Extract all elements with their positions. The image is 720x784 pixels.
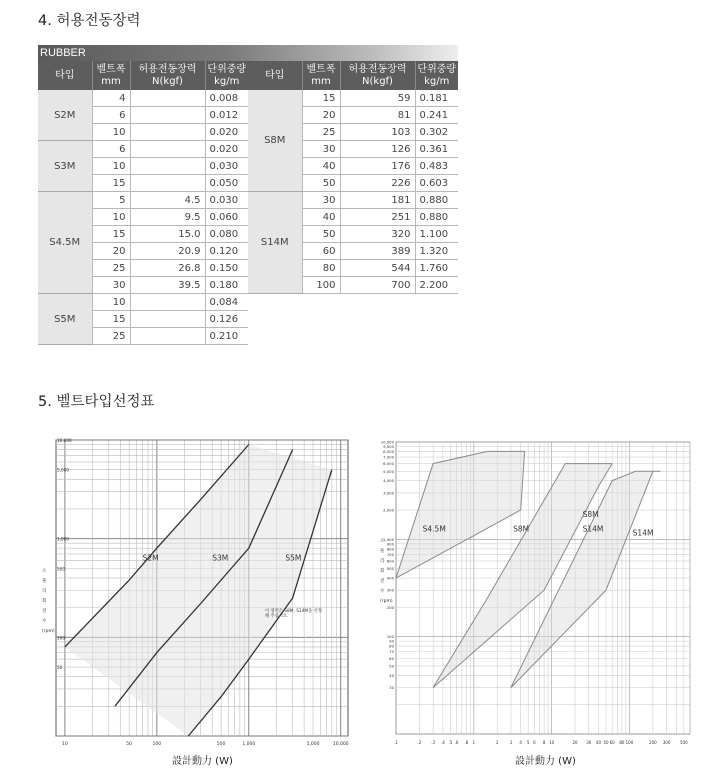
y-tick-label: 10,000 bbox=[380, 439, 394, 445]
table-row bbox=[38, 141, 248, 158]
weight-cell: 2.200 bbox=[415, 277, 458, 294]
section-5-title: 5. 벨트타입선정표 bbox=[38, 394, 155, 410]
y-tick-label: 400 bbox=[386, 575, 394, 581]
y-tick-label: 80 bbox=[389, 643, 394, 649]
region-label-s45m: S4.5M bbox=[422, 524, 446, 534]
table-header-left bbox=[38, 61, 248, 90]
width-cell: 15 bbox=[92, 226, 130, 243]
x-tick-label: 60 bbox=[609, 740, 615, 745]
y-tick-label: 300 bbox=[386, 587, 394, 593]
tension-cell bbox=[130, 175, 205, 192]
weight-cell: 0.126 bbox=[205, 311, 248, 328]
y-tick-label: 500 bbox=[57, 566, 65, 572]
chart-left-xlabel: 設計動力 (W) bbox=[172, 756, 233, 767]
weight-cell: 0.120 bbox=[205, 243, 248, 260]
width-cell: 40 bbox=[302, 158, 340, 175]
y-axis-label-char: (rpm) bbox=[42, 629, 55, 634]
tension-table-right bbox=[248, 61, 458, 294]
table-row bbox=[248, 90, 458, 107]
x-tick-label: 30 bbox=[586, 740, 592, 745]
header-type: 타입 bbox=[248, 61, 302, 90]
width-cell: 40 bbox=[302, 209, 340, 226]
header-type: 타입 bbox=[38, 61, 92, 90]
weight-cell: 0.180 bbox=[205, 277, 248, 294]
y-tick-label: 100 bbox=[386, 634, 394, 640]
tension-cell: 26.8 bbox=[130, 260, 205, 277]
x-tick-label: 100 bbox=[152, 742, 162, 747]
y-tick-label: 200 bbox=[386, 604, 394, 610]
weight-cell: 0.080 bbox=[205, 226, 248, 243]
width-cell: 30 bbox=[302, 192, 340, 209]
tension-cell bbox=[130, 158, 205, 175]
y-tick-label: 10,000 bbox=[57, 438, 72, 443]
x-tick-label: 8 bbox=[542, 740, 546, 745]
y-tick-label: 4,000 bbox=[383, 478, 394, 484]
weight-cell: 1.100 bbox=[415, 226, 458, 243]
x-tick-label: 20 bbox=[572, 740, 578, 745]
width-cell: 100 bbox=[302, 277, 340, 294]
width-cell: 6 bbox=[92, 107, 130, 124]
y-tick-label: 2,000 bbox=[383, 507, 394, 513]
weight-cell: 0.361 bbox=[415, 141, 458, 158]
y-axis-label-char: 회 bbox=[380, 569, 385, 574]
y-tick-label: 800 bbox=[386, 546, 394, 552]
x-tick-label: 10 bbox=[62, 742, 68, 747]
width-cell: 60 bbox=[302, 243, 340, 260]
weight-cell: 0.603 bbox=[415, 175, 458, 192]
belt-type-cell: S14M bbox=[248, 192, 302, 294]
weight-cell: 0.020 bbox=[205, 124, 248, 141]
weight-cell: 1.760 bbox=[415, 260, 458, 277]
y-axis-label-char: 수 bbox=[42, 619, 47, 624]
header-width: 벨트폭 mm bbox=[92, 61, 130, 90]
x-tick-label: .1 bbox=[394, 740, 398, 745]
tension-cell: 15.0 bbox=[130, 226, 205, 243]
weight-cell: 0.030 bbox=[205, 158, 248, 175]
y-axis-label-char: 리 bbox=[380, 559, 385, 564]
weight-cell: 0.084 bbox=[205, 294, 248, 311]
tension-cell: 700 bbox=[340, 277, 415, 294]
weight-cell: 0.020 bbox=[205, 141, 248, 158]
x-tick-label: 80 bbox=[619, 740, 625, 745]
header-width: 벨트폭 mm bbox=[302, 61, 340, 90]
y-tick-label: 90 bbox=[389, 638, 394, 644]
width-cell: 10 bbox=[92, 209, 130, 226]
x-tick-label: 200 bbox=[649, 740, 657, 745]
tension-cell: 389 bbox=[340, 243, 415, 260]
x-tick-label: 4 bbox=[519, 740, 522, 745]
width-cell: 50 bbox=[302, 175, 340, 192]
x-tick-label: 10 bbox=[549, 740, 555, 745]
x-tick-label: 50 bbox=[126, 742, 133, 747]
width-cell: 4 bbox=[92, 90, 130, 107]
y-tick-label: 50 bbox=[57, 665, 63, 671]
x-tick-label: .8 bbox=[464, 740, 469, 745]
note-text: 이 영역은 S8M, S14M을 선정 bbox=[264, 609, 322, 615]
weight-cell: 0.880 bbox=[415, 209, 458, 226]
tension-cell: 176 bbox=[340, 158, 415, 175]
tension-cell: 20.9 bbox=[130, 243, 205, 260]
y-tick-label: 5,000 bbox=[383, 468, 394, 474]
width-cell: 30 bbox=[302, 141, 340, 158]
belt-selection-chart-left bbox=[38, 432, 353, 752]
width-cell: 10 bbox=[92, 124, 130, 141]
y-tick-label: 900 bbox=[386, 541, 394, 547]
x-tick-label: 40 bbox=[595, 740, 602, 745]
y-axis-label-char: 수 bbox=[380, 589, 385, 594]
belt-type-cell: S5M bbox=[38, 294, 92, 345]
weight-cell: 0.210 bbox=[205, 328, 248, 345]
note-text: 해 주십시요. bbox=[264, 614, 289, 620]
weight-cell: 0.150 bbox=[205, 260, 248, 277]
y-tick-label: 40 bbox=[389, 672, 394, 678]
weight-cell: 0.181 bbox=[415, 90, 458, 107]
x-tick-label: .6 bbox=[454, 740, 459, 745]
y-tick-label: 8,000 bbox=[383, 448, 394, 454]
weight-cell: 0.012 bbox=[205, 107, 248, 124]
belt-type-cell: S2M bbox=[38, 90, 92, 141]
y-tick-label: 700 bbox=[386, 551, 394, 557]
table-header-right bbox=[248, 61, 458, 90]
y-axis-label-char: (rpm) bbox=[380, 599, 393, 604]
y-tick-label: 30 bbox=[389, 685, 394, 691]
region-label-s5m: S5M bbox=[285, 553, 302, 563]
tension-cell bbox=[130, 141, 205, 158]
width-cell: 50 bbox=[302, 226, 340, 243]
weight-cell: 0.030 bbox=[205, 192, 248, 209]
tension-cell bbox=[130, 90, 205, 107]
y-axis-label-char: 전 bbox=[380, 579, 385, 584]
width-cell: 20 bbox=[92, 243, 130, 260]
y-tick-label: 1,000 bbox=[57, 536, 69, 542]
weight-cell: 0.880 bbox=[415, 192, 458, 209]
tension-cell bbox=[130, 124, 205, 141]
x-tick-label: 300 bbox=[662, 740, 671, 745]
region-label-s14m: S14M bbox=[632, 528, 654, 538]
y-tick-label: 70 bbox=[389, 649, 394, 655]
region-label-s3m: S3M bbox=[212, 553, 229, 563]
x-tick-label: 2 bbox=[495, 740, 499, 745]
y-tick-label: 600 bbox=[386, 558, 394, 564]
y-tick-label: 1,000 bbox=[383, 536, 394, 542]
x-tick-label: 3 bbox=[509, 740, 513, 745]
x-tick-label: 5,000 bbox=[306, 742, 320, 747]
chart-right-xlabel: 設計動力 (W) bbox=[515, 756, 576, 767]
y-tick-label: 50 bbox=[389, 663, 394, 669]
weight-cell: 0.241 bbox=[415, 107, 458, 124]
table-row bbox=[38, 294, 248, 311]
weight-cell: 0.050 bbox=[205, 175, 248, 192]
y-tick-label: 3,000 bbox=[383, 490, 394, 496]
y-axis-label-char: 풀 bbox=[380, 549, 385, 554]
tension-cell: 59 bbox=[340, 90, 415, 107]
width-cell: 15 bbox=[302, 90, 340, 107]
y-tick-label: 6,000 bbox=[383, 461, 394, 467]
tension-cell: 103 bbox=[340, 124, 415, 141]
tension-cell bbox=[130, 294, 205, 311]
y-axis-label-char: 소 bbox=[380, 539, 385, 544]
x-tick-label: 500 bbox=[680, 740, 688, 745]
x-tick-label: 10,000 bbox=[332, 742, 349, 747]
y-axis-label-char: 리 bbox=[42, 589, 47, 594]
width-cell: 25 bbox=[302, 124, 340, 141]
tension-cell bbox=[130, 328, 205, 345]
y-tick-label: 7,000 bbox=[383, 454, 394, 460]
belt-type-cell: S4.5M bbox=[38, 192, 92, 294]
x-tick-label: 50 bbox=[603, 740, 609, 745]
y-tick-label: 9,000 bbox=[383, 443, 394, 449]
x-tick-label: .2 bbox=[417, 740, 422, 745]
region-label-s14m: S14M bbox=[582, 524, 604, 534]
belt-type-cell: S8M bbox=[248, 90, 302, 192]
width-cell: 30 bbox=[92, 277, 130, 294]
belt-type-cell: S3M bbox=[38, 141, 92, 192]
weight-cell: 1.320 bbox=[415, 243, 458, 260]
x-tick-label: .5 bbox=[448, 740, 453, 745]
tension-cell: 81 bbox=[340, 107, 415, 124]
x-tick-label: 500 bbox=[216, 742, 226, 747]
width-cell: 6 bbox=[92, 141, 130, 158]
header-tension: 허용전동장력 N(kgf) bbox=[340, 61, 415, 90]
table-row bbox=[38, 90, 248, 107]
tension-cell: 126 bbox=[340, 141, 415, 158]
tension-cell: 251 bbox=[340, 209, 415, 226]
width-cell: 15 bbox=[92, 175, 130, 192]
header-weight: 단위중량 kg/m bbox=[205, 61, 248, 90]
tension-cell: 4.5 bbox=[130, 192, 205, 209]
y-axis-label-char: 회 bbox=[42, 599, 47, 604]
section-4-title: 4. 허용전동장력 bbox=[38, 13, 141, 29]
chart-left-svg bbox=[38, 432, 353, 752]
width-cell: 80 bbox=[302, 260, 340, 277]
tension-cell: 320 bbox=[340, 226, 415, 243]
tension-cell bbox=[130, 311, 205, 328]
belt-selection-chart-right bbox=[378, 432, 693, 752]
x-tick-label: 5 bbox=[526, 740, 530, 745]
tension-cell: 226 bbox=[340, 175, 415, 192]
y-axis-label-char: 소 bbox=[42, 569, 47, 574]
width-cell: 10 bbox=[92, 294, 130, 311]
tension-cell: 181 bbox=[340, 192, 415, 209]
table-row bbox=[38, 192, 248, 209]
region-label-s8m: S8M bbox=[513, 524, 530, 534]
width-cell: 25 bbox=[92, 260, 130, 277]
header-weight: 단위중량 kg/m bbox=[415, 61, 458, 90]
x-tick-label: 1 bbox=[472, 740, 476, 745]
y-axis-label-char: 전 bbox=[42, 609, 47, 614]
region-label-s2m: S2M bbox=[142, 553, 159, 563]
weight-cell: 0.008 bbox=[205, 90, 248, 107]
weight-cell: 0.302 bbox=[415, 124, 458, 141]
tension-cell bbox=[130, 107, 205, 124]
tension-table-left bbox=[38, 61, 248, 345]
rubber-label-bar: RUBBER bbox=[38, 45, 458, 61]
width-cell: 15 bbox=[92, 311, 130, 328]
y-tick-label: 500 bbox=[386, 566, 394, 572]
weight-cell: 0.483 bbox=[415, 158, 458, 175]
weight-cell: 0.060 bbox=[205, 209, 248, 226]
y-tick-label: 5,000 bbox=[57, 467, 69, 473]
y-tick-label: 100 bbox=[57, 635, 65, 641]
width-cell: 20 bbox=[302, 107, 340, 124]
table-row bbox=[248, 192, 458, 209]
chart-right-svg bbox=[378, 432, 693, 752]
region-label-s8m: S8M bbox=[582, 509, 599, 519]
x-tick-label: .3 bbox=[431, 740, 436, 745]
x-tick-label: 6 bbox=[533, 740, 536, 745]
x-tick-label: .4 bbox=[440, 740, 445, 745]
width-cell: 5 bbox=[92, 192, 130, 209]
tension-cell: 39.5 bbox=[130, 277, 205, 294]
x-tick-label: 100 bbox=[625, 740, 634, 745]
y-tick-label: 60 bbox=[389, 655, 394, 661]
header-tension: 허용전동장력 N(kgf) bbox=[130, 61, 205, 90]
tension-cell: 544 bbox=[340, 260, 415, 277]
tension-cell: 9.5 bbox=[130, 209, 205, 226]
y-axis-label-char: 풀 bbox=[42, 579, 47, 584]
width-cell: 10 bbox=[92, 158, 130, 175]
width-cell: 25 bbox=[92, 328, 130, 345]
x-tick-label: 1,000 bbox=[242, 742, 256, 747]
